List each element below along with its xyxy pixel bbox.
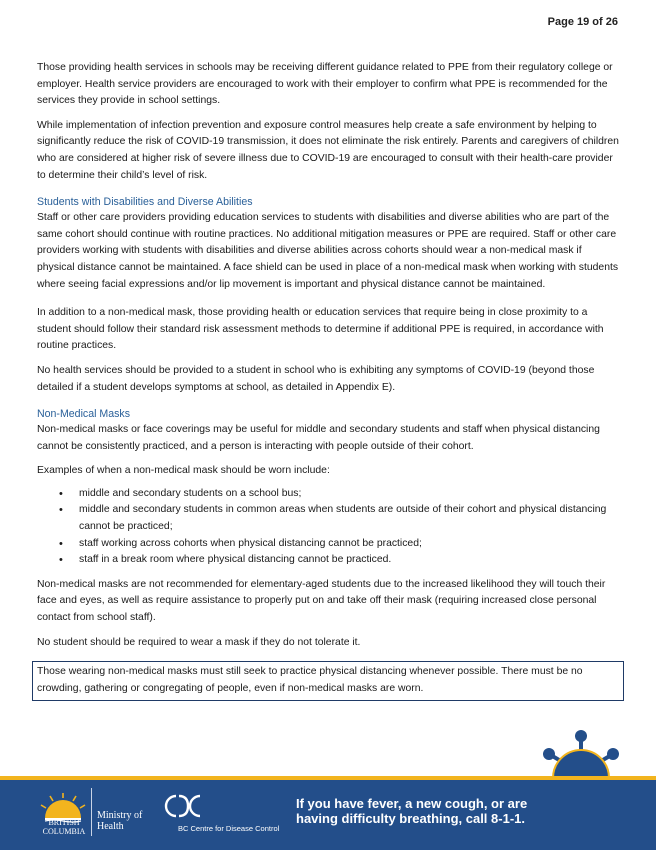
paragraph: Non-medical masks or face coverings may be useful for middle and secondary students and staff when physical distancing cannot be consistently practiced, and a person is interacting with people outside of their cohort. — [37, 424, 600, 452]
bc-name-line1: BRITISH — [48, 818, 80, 827]
paragraph: Staff or other care providers providing education services to students with disabilities and diverse abilities who are part of the same cohort should continue with routine practices. No additional mitigation measures or PPE are required. Staff or other care providers working with students with disabilities and diverse abilities across cohorts should wear a non-medical mask if physical distance cannot be maintained. A face shield can be used in place of a non-medical mask when working with students where seeing facial expressions and/or lip movement is important and physical distance cannot be maintained. — [37, 212, 619, 290]
bullet-icon: • — [59, 504, 63, 517]
bccdc-wordmark: BC Centre for Disease Control — [178, 824, 280, 833]
helpline-line1: If you have fever, a new cough, or are — [296, 796, 528, 811]
footer-band — [0, 776, 656, 850]
list-item — [59, 486, 619, 503]
bc-name-line2: COLUMBIA — [42, 827, 86, 836]
section-heading-masks: Non-Medical Masks — [37, 408, 131, 421]
footer-divider — [91, 788, 92, 836]
paragraph: No health services should be provided to a student in school who is exhibiting any symptoms of COVID-19 (beyond those detailed if a student develops symptoms at school, as detailed in Appendix E). — [37, 364, 595, 393]
list-item-text: staff in a break room where physical distancing cannot be practiced. — [79, 554, 392, 566]
paragraph: In addition to a non-medical mask, those providing health or education services that require being in close proximity to a student should follow their standard risk assessment methods to determine if additional PPE is required, in accordance with routine practices. — [37, 307, 604, 352]
list-item — [59, 552, 619, 569]
helpline-line2: having difficulty breathing, call 8-1-1. — [296, 811, 525, 826]
document-body — [37, 60, 619, 701]
footer-accent-stripe — [0, 776, 656, 780]
bccdc-logo-icon — [160, 792, 206, 820]
ministry-line1: Ministry of — [97, 810, 143, 821]
list-item-text: middle and secondary students on a school bus; — [79, 487, 302, 499]
list-item — [59, 502, 619, 535]
paragraph: Examples of when a non-medical mask should be worn include: — [37, 465, 330, 477]
callout-box — [32, 661, 624, 701]
list-item — [59, 536, 619, 553]
paragraph: Those providing health services in schools may be receiving different guidance related to PPE from their regulatory college or employer. Health service providers are encouraged to work with their employer to confirm what PPE is recommended for the services they provide in school settings. — [37, 62, 613, 107]
section-heading-disabilities: Students with Disabilities and Diverse Abilities — [37, 196, 253, 209]
paragraph: Non-medical masks are not recommended for elementary-aged students due to the increased likelihood they will touch their face and eyes, as well as require assistance to properly put on and take off their mask (requiring increased close personal contact from school staff). — [37, 578, 606, 624]
bullet-icon: • — [59, 554, 63, 567]
bullet-list — [37, 486, 619, 569]
ministry-wordmark — [97, 810, 142, 832]
bullet-icon: • — [59, 487, 63, 500]
callout-text: Those wearing non-medical masks must still seek to practice physical distancing whenever possible. There must be no crowding, gathering or congregating of people, even if non-medical masks are worn. — [37, 666, 583, 694]
list-item-text: middle and secondary students in common areas when students are outside of their cohort and physical distancing cannot be practiced; — [79, 504, 607, 533]
helpline-message — [296, 796, 527, 826]
paragraph: While implementation of infection prevention and exposure control measures help create a safe environment by helping to significantly reduce the risk of COVID-19 transmission, it does not eliminate the risk entirely. Parents and caregivers of children who are considered at higher risk of severe illness due to COVID-19 are encouraged to consult with their health-care provider to determine their child’s level of risk. — [37, 119, 619, 181]
bc-wordmark — [34, 818, 94, 836]
page-number: Page 19 of 26 — [547, 16, 618, 28]
list-item-text: staff working across cohorts when physical distancing cannot be practiced; — [79, 537, 422, 549]
ministry-line2: Health — [97, 821, 124, 832]
paragraph: No student should be required to wear a mask if they do not tolerate it. — [37, 636, 361, 648]
bullet-icon: • — [59, 537, 63, 550]
